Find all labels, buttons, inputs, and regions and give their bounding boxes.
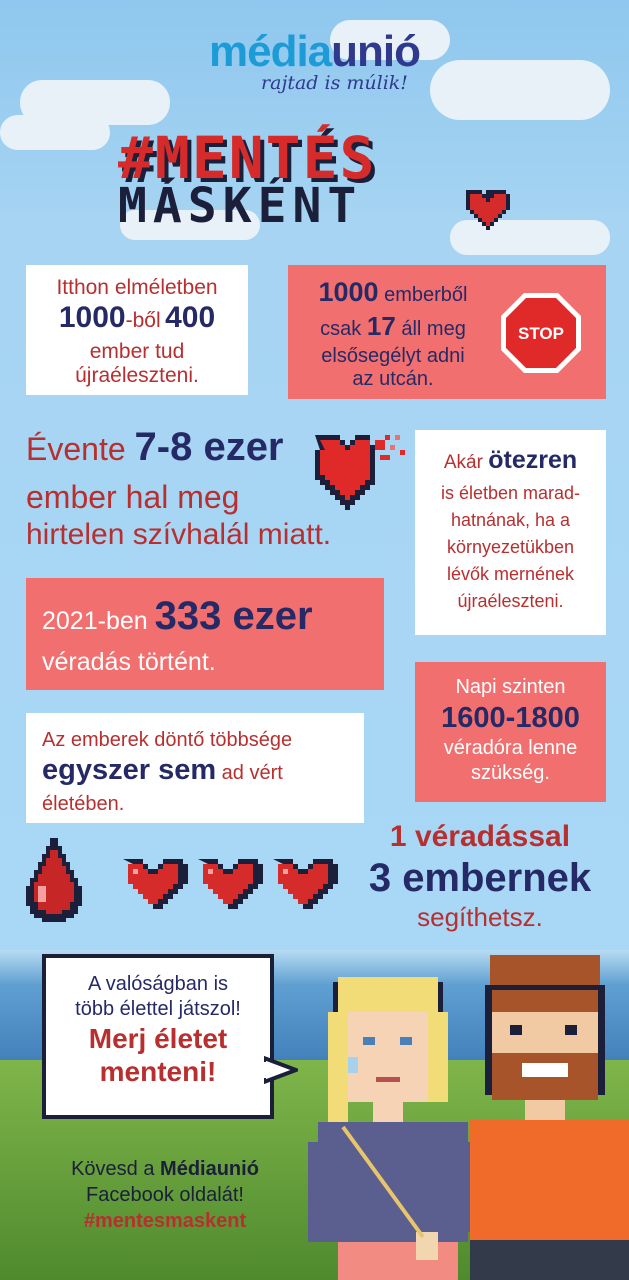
stop-sign-label: STOP: [518, 324, 564, 343]
fact-card-resuscitation: Itthon elméletben 1000-ből 400 ember tud újraéleszteni.: [26, 265, 248, 395]
fact-card-survival: Akár ötezren is életben marad- hatnának, ha a környezetükben lévők mernének újraéleszteni.: [415, 430, 606, 635]
logo-tagline: rajtad is múlik!: [261, 72, 408, 94]
pixel-man-character: [470, 945, 629, 1280]
donation-message: 1 véradással 3 embernek segíthetsz.: [368, 820, 592, 932]
fact-card-donations-2021: 2021-ben 333 ezer véradás történt.: [26, 578, 384, 690]
blood-drop-icon: [22, 838, 86, 922]
headline-line1: #MENTÉS: [118, 124, 377, 192]
fact-card-never-donated: Az emberek döntő többsége egyszer sem ad vért életében.: [26, 713, 364, 823]
cloud: [0, 115, 110, 150]
fact-sudden-death: Évente 7-8 ezer ember hal meg hirtelen szívhalál miatt.: [26, 425, 332, 551]
heart-icon-1: [118, 853, 188, 915]
heart-icon: [462, 186, 514, 230]
footer-cta: Kövesd a Médiaunió Facebook oldalát! #mentesmaskent: [71, 1158, 259, 1232]
headline-line2: MÁSKÉNT: [118, 178, 363, 234]
fact-card-daily-need: Napi szinten 1600-1800 véradóra lenne szükség.: [415, 662, 606, 802]
heart-icon-2: [193, 853, 263, 915]
speech-bubble: A valóságban is több élettel játszol! Merj életet menteni!: [42, 954, 274, 1119]
speech-bubble-tail: [264, 1056, 298, 1084]
broken-heart-icon: [305, 425, 410, 510]
pixel-woman-character: [308, 952, 483, 1280]
stop-sign-icon: [500, 292, 582, 374]
logo-wordmark: médiaunió: [208, 27, 421, 76]
fact-card-street-aid: 1000 emberből csak 17 áll meg elsősegélyt adni az utcán.: [288, 265, 606, 399]
heart-icon-3: [268, 853, 338, 915]
brand-logo: [0, 28, 629, 94]
